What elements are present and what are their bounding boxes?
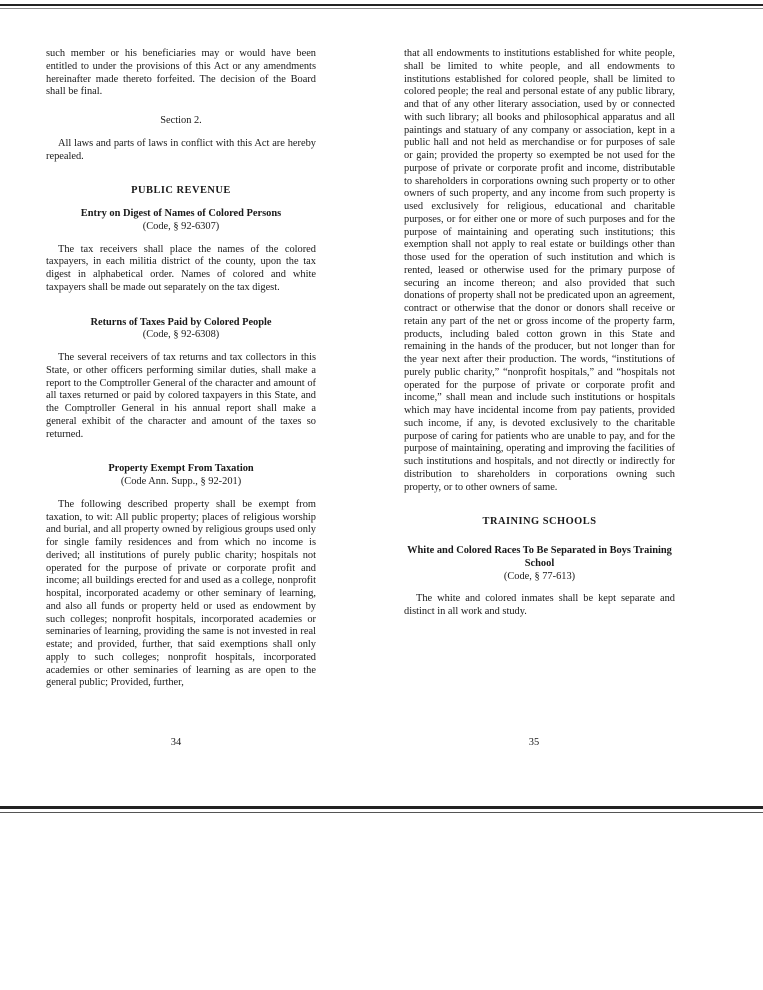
public-revenue-heading: PUBLIC REVENUE — [131, 185, 231, 197]
entry-digest-code: (Code, § 92-6307) — [142, 220, 220, 232]
returns-taxes-code: (Code, § 92-6308) — [142, 329, 220, 341]
races-separated-code: (Code, § 77-613) — [503, 570, 576, 582]
page-number-right: 35 — [528, 737, 540, 748]
right-page-column — [404, 48, 675, 619]
entry-digest-text: The tax receivers shall place the names of the colored taxpayers, in each militia district of the county, upon the tax digest in alphabetical order. Names of colored and white taxpayers shall be made out separately on the tax digest. — [46, 243, 316, 293]
races-separated-text: The white and colored inmates shall be kept separate and distinct in all work and study. — [404, 593, 675, 617]
training-schools-heading: TRAINING SCHOOLS — [482, 516, 597, 528]
bottom-border-rule-thin — [0, 812, 763, 813]
section-2-text: All laws and parts of laws in conflict with this Act are hereby repealed. — [46, 137, 316, 162]
entry-digest-heading: Entry on Digest of Names of Colored Persons — [80, 208, 282, 219]
property-exempt-text: The following described property shall be exempt from taxation, to wit: All public property; places of religious worship and burial, and all property owned by religious groups used only for single family residences and from which no income is derived; all institutions of purely public charity; hospitals not operated for the purpose of private or corporate profit and income; all buildings erected for and used as a college, nonprofit hospital, incorporated academy or other seminary of learning, and also all funds or property held or used as endowment by such colleges; nonprofit hospitals, incorporated academies or seminaries of learning, providing the same is not invested in real estate; and provided, further, that said exemptions shall only apply to such colleges; nonprofit hospitals, incorporated academies or other seminaries of learning as are open to the general public; Provided, further, — [46, 498, 316, 689]
page-number-left: 34 — [170, 737, 182, 748]
top-border-rule — [0, 4, 763, 6]
returns-taxes-text: The several receivers of tax returns and tax collectors in this State, or other officers performing similar duties, shall make a report to the Comptroller General of the character and amount of all taxes returned or paid by colored taxpayers in this State, and the Comptroller General in his annual report shall make a general exhibit of the character and amount of the taxes so returned. — [46, 352, 316, 440]
property-exempt-text-continued: that all endowments to institutions established for white people, shall be limited to white people, and all endowments to institutions established for colored people, shall be limited to colored people; the real and personal estate of any public library, and that of any other literary association, used by or connected with such library; all books and philosophical apparatus and all paintings and statuary of any company or association, kept in a public hall and not held as merchandise or for purposes of sale or gain; provided the property so exempted be not used for the purpose of private or corporate profit and income, distributable to shareholders in corporations owning such property or to other owners of such property, and any income from such property is used exclusively for religious, educational and charitable purposes, or for either one or more of such purposes and for the purpose of maintaining and operating such institutions; this exemption shall not apply to real estate or buildings other than those used for the operation of such institution and which is rented, leased or otherwise used for the primary purpose of securing an income thereon; and also provided that such donations of property shall not be predicated upon an agreement, contract or otherwise that the donor or donors shall receive or retain any part of the net or gross income of the property farm, products, including baled cotton grown in this State and remaining in the hands of the producer, but not longer than for the year next after their production. The words, “institutions of purely public charity,” “nonprofit hospitals,” and “hospitals not operated for the purpose of private or corporate profit and income,” shall mean and include such institutions or hospitals which may have incidental income from pay patients, provided such income, if any, is devoted exclusively to the charitable purpose of caring for patients who are unable to pay, and for the purpose of maintaining, operating and improving the facilities of such institutions and hospitals, and not directly or indirectly for distribution to shareholders in corporations owning such property, or to other owners of same. — [404, 48, 675, 493]
continuation-paragraph: such member or his beneficiaries may or would have been entitled to under the provisions of this Act or any amendments hereinafter made thereto forfeited. The decision of the Board shall be final. — [46, 48, 316, 98]
property-exempt-code: (Code Ann. Supp., § 92-201) — [120, 476, 242, 487]
bottom-border-rule — [0, 806, 763, 809]
top-border-rule-thin — [0, 8, 763, 9]
property-exempt-heading: Property Exempt From Taxation — [108, 463, 254, 475]
returns-taxes-heading: Returns of Taxes Paid by Colored People — [90, 316, 272, 328]
races-separated-heading: White and Colored Races To Be Separated in Boys Training School — [407, 545, 672, 569]
section-2-heading: Section 2. — [160, 115, 202, 126]
left-page-column — [46, 48, 316, 690]
